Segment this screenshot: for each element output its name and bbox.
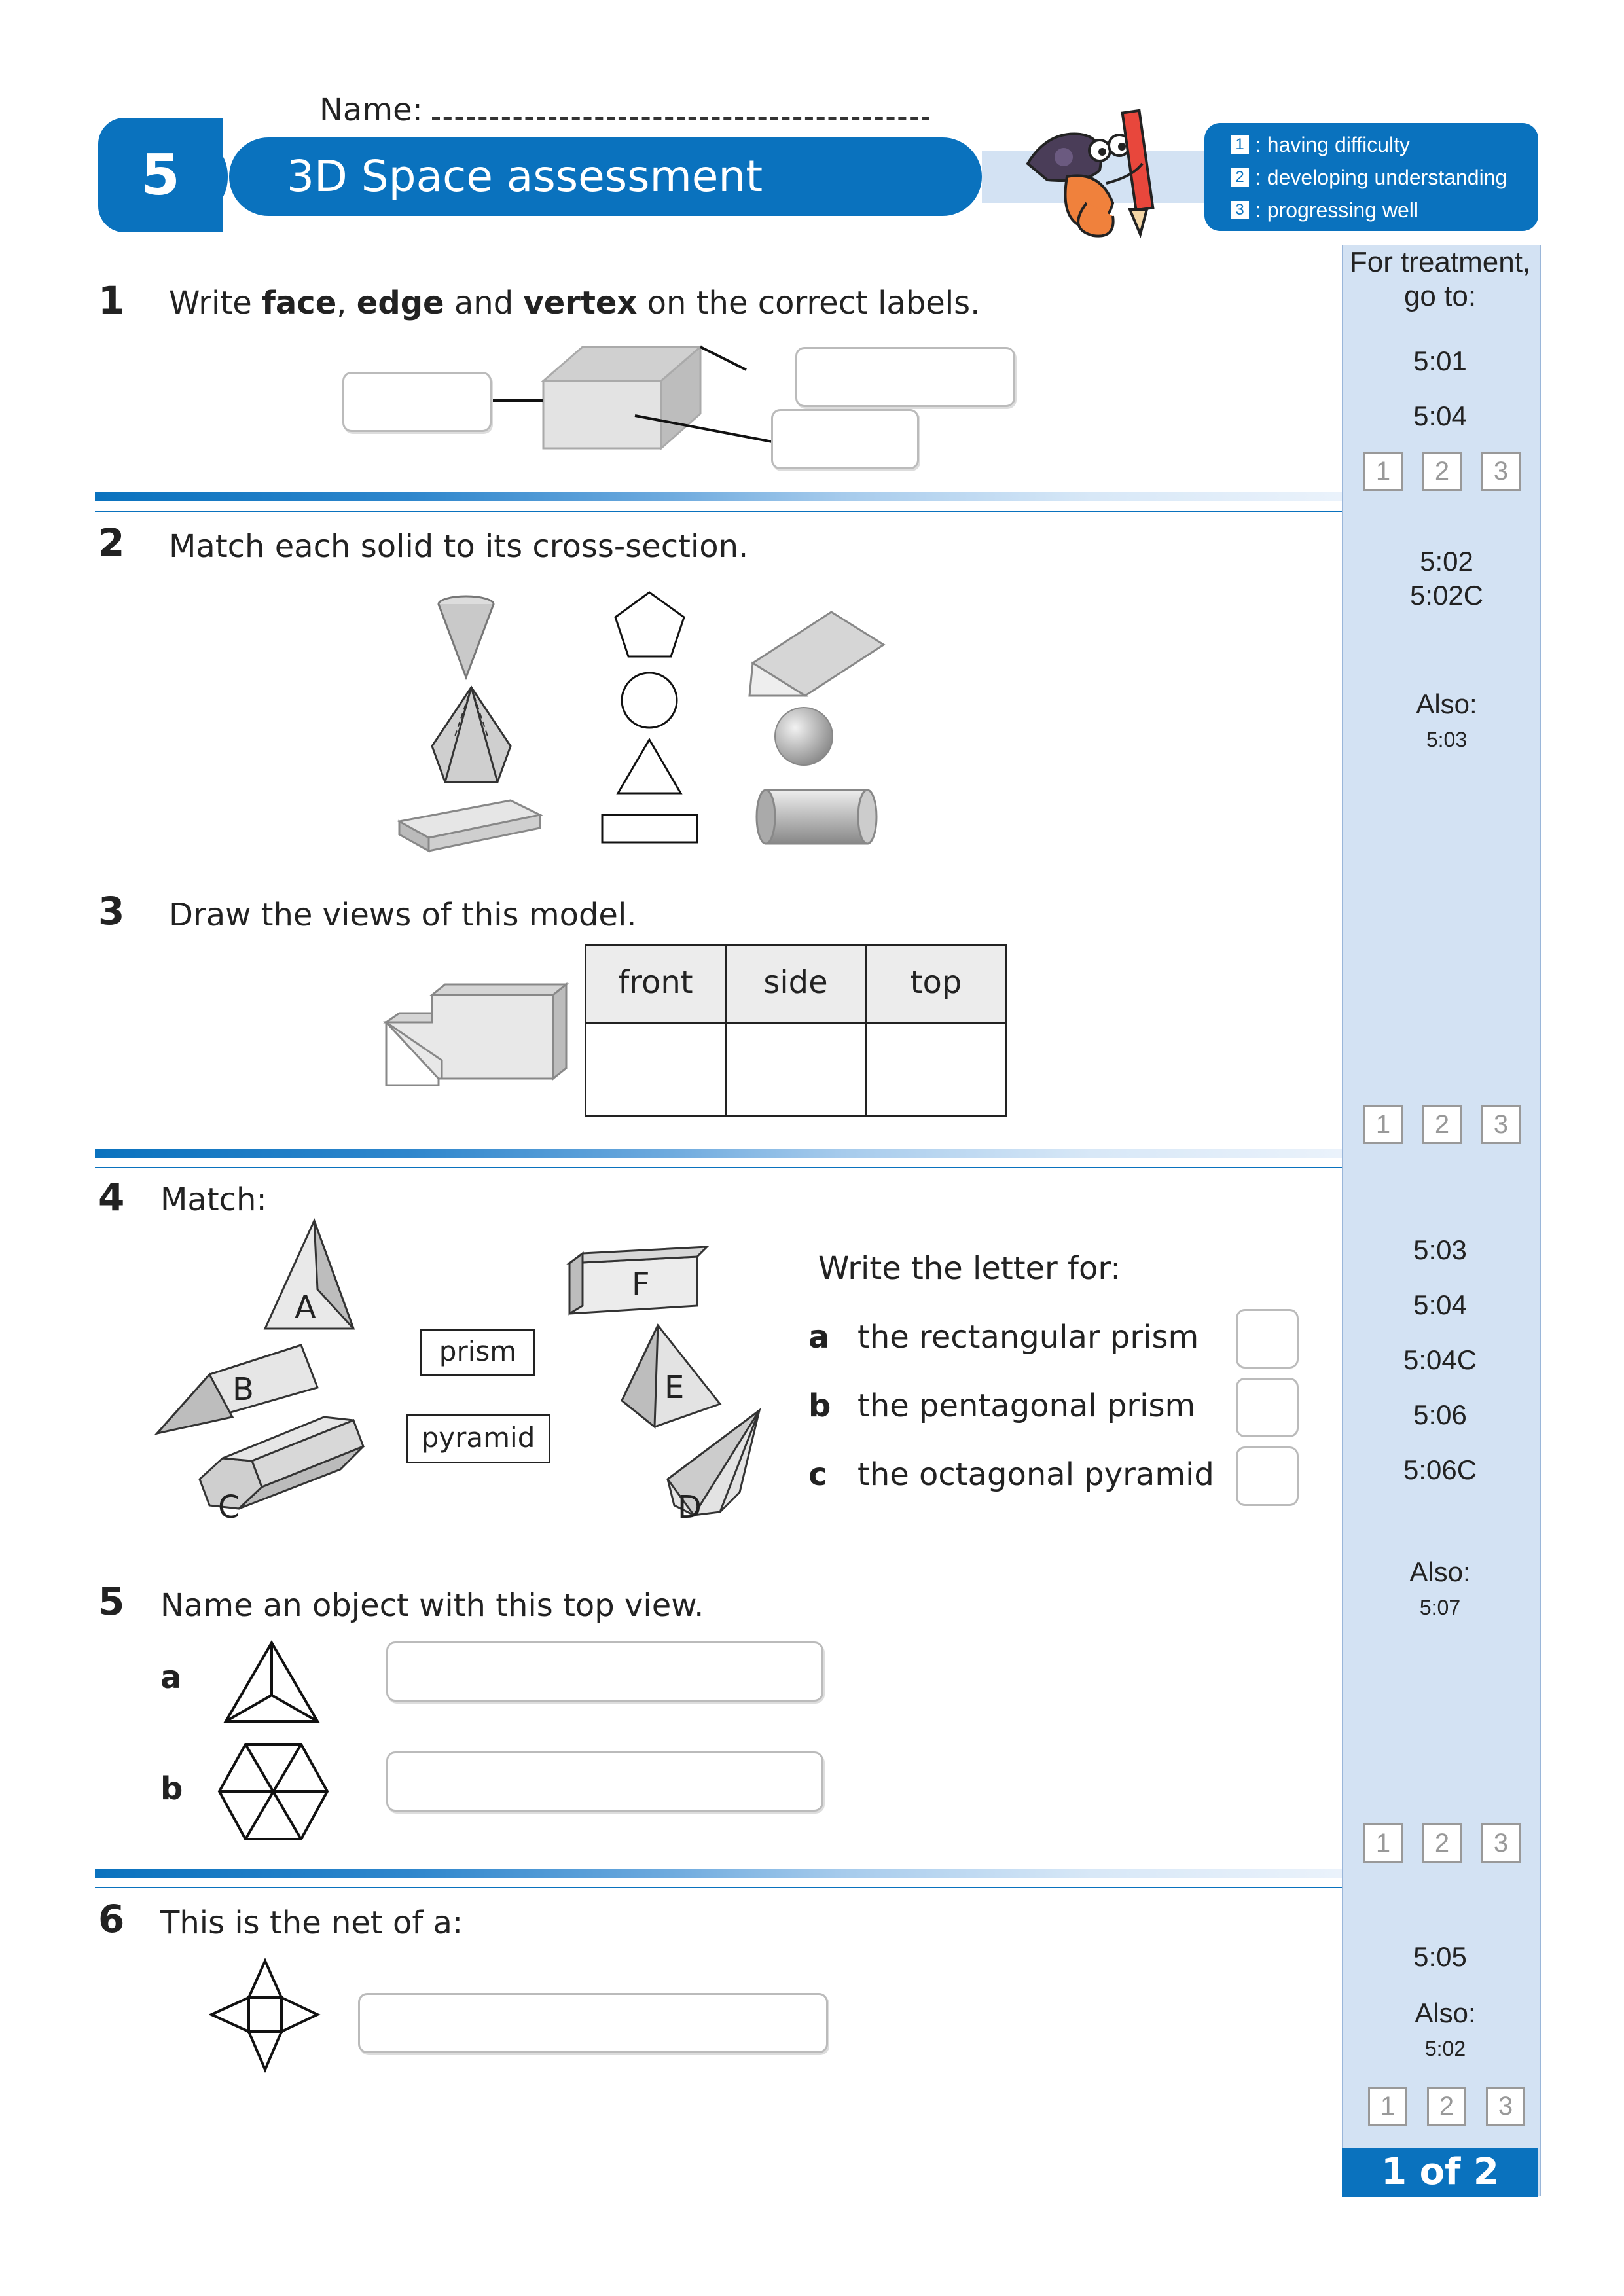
square-pyramid-net-icon (209, 1957, 321, 2075)
treatment-refs-4: 5:05 (1413, 1941, 1467, 1972)
top-view-cell[interactable] (867, 1024, 1005, 1115)
page-indicator: 1 of 2 (1342, 2148, 1538, 2197)
question-3-text: Draw the views of this model. (169, 897, 637, 933)
shape-label-c: C (218, 1489, 240, 1526)
answer-field-6[interactable] (358, 1993, 828, 2053)
shape-label-b: B (232, 1371, 254, 1408)
section-divider-3 (95, 1869, 1342, 1878)
solids-and-cross-sections-figure (386, 586, 903, 861)
hermit-crab-mascot-icon (1001, 105, 1198, 249)
key-row-3: 3 : progressing well (1204, 194, 1538, 226)
part-a-label: a (160, 1659, 182, 1696)
name-label: Name: (319, 92, 423, 128)
shape-label-e: E (664, 1369, 685, 1406)
section-divider-line-1 (95, 511, 1342, 512)
treatment-refs-3: 5:03 5:04 5:04C 5:06 5:06C (1403, 1234, 1477, 1485)
item-b-text: the pentagonal prism (857, 1388, 1196, 1424)
column-top: top (910, 964, 962, 1001)
question-4-text: Match: (160, 1181, 267, 1218)
treatment-sidebar (1342, 245, 1541, 2196)
section-divider-line-2 (95, 1167, 1342, 1168)
question-3-number: 3 (98, 889, 125, 933)
rating-key (1204, 123, 1538, 231)
unit-number: 5 (141, 142, 180, 208)
answer-box-b[interactable] (1236, 1378, 1299, 1437)
question-2-number: 2 (98, 520, 125, 565)
also-label-2: Also: (1416, 689, 1477, 719)
label-box-left[interactable] (342, 372, 492, 432)
section-divider-2 (95, 1149, 1342, 1158)
answer-field-5b[interactable] (386, 1751, 823, 1812)
item-c-letter: c (808, 1456, 827, 1493)
section-divider-line-3 (95, 1887, 1342, 1888)
question-6-text: This is the net of a: (160, 1905, 463, 1941)
also-ref-2: 5:03 (1426, 728, 1468, 751)
question-5-number: 5 (98, 1579, 125, 1624)
page-title: 3D Space assessment (287, 151, 763, 202)
shape-label-d: D (677, 1489, 702, 1526)
hexagon-top-view-icon (216, 1741, 331, 1842)
shape-label-a: A (295, 1289, 316, 1326)
treatment-refs-2: 5:02 5:02C (1409, 546, 1484, 611)
prism-label: prism (420, 1329, 535, 1376)
item-a-letter: a (808, 1319, 830, 1355)
model-figure (373, 975, 569, 1093)
question-4-number: 4 (98, 1175, 125, 1219)
rating-boxes-3[interactable]: 1 2 3 (1363, 1823, 1521, 1863)
front-view-cell[interactable] (586, 1024, 727, 1115)
item-b-letter: b (808, 1388, 831, 1424)
shape-label-f: F (632, 1266, 650, 1303)
also-ref-3: 5:07 (1419, 1596, 1461, 1619)
column-side: side (727, 946, 867, 1022)
name-field[interactable] (319, 92, 929, 128)
treatment-refs-1: 5:01 5:04 (1413, 346, 1467, 431)
answer-field-5a[interactable] (386, 1641, 823, 1702)
part-b-label: b (160, 1770, 183, 1807)
section-divider-1 (95, 492, 1342, 501)
also-label-4: Also: (1415, 1998, 1476, 2028)
question-1-text: Write face, edge and vertex on the correct labels. (169, 285, 981, 321)
answer-box-c[interactable] (1236, 1446, 1299, 1506)
question-5-text: Name an object with this top view. (160, 1587, 704, 1624)
question-1-number: 1 (98, 278, 125, 323)
key-row-1: 1 : having difficulty (1204, 128, 1538, 161)
question-6-number: 6 (98, 1897, 125, 1941)
views-table (585, 944, 1007, 1117)
item-c-text: the octagonal pyramid (857, 1456, 1214, 1493)
label-box-top-right[interactable] (795, 347, 1015, 407)
label-box-bottom-right[interactable] (771, 409, 919, 469)
key-row-2: 2 : developing understanding (1204, 161, 1538, 194)
question-2-text: Match each solid to its cross-section. (169, 528, 749, 565)
name-dash-line[interactable] (432, 117, 929, 120)
rating-boxes-1[interactable]: 1 2 3 (1363, 452, 1521, 491)
also-label-3: Also: (1409, 1556, 1471, 1587)
write-letter-instruction: Write the letter for: (818, 1250, 1121, 1287)
pyramid-label: pyramid (406, 1414, 550, 1463)
treatment-heading: For treatment, go to: (1349, 246, 1531, 312)
answer-box-a[interactable] (1236, 1309, 1299, 1369)
also-ref-4: 5:02 (1424, 2037, 1466, 2060)
column-front: front (586, 946, 727, 1022)
triangle-top-view-icon (219, 1640, 324, 1728)
side-view-cell[interactable] (727, 1024, 867, 1115)
rating-boxes-2[interactable]: 1 2 3 (1363, 1105, 1521, 1144)
rating-boxes-4[interactable]: 1 2 3 (1368, 2087, 1525, 2126)
item-a-text: the rectangular prism (857, 1319, 1199, 1355)
